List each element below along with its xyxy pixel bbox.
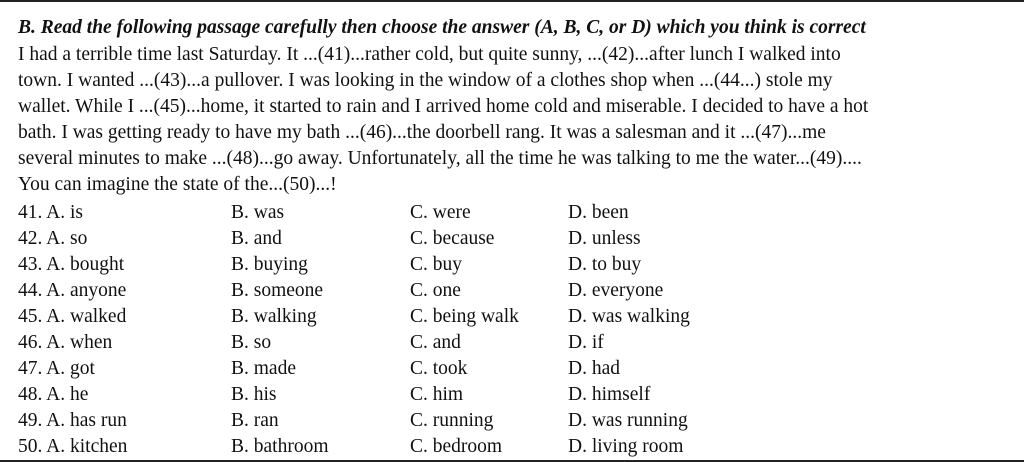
- option-a: 44. A. anyone: [18, 280, 127, 301]
- option-c: C. and: [410, 332, 461, 353]
- question-row-50: [18, 434, 1018, 460]
- option-b: B. buying: [231, 254, 308, 275]
- option-a: 46. A. when: [18, 332, 113, 353]
- question-row-43: [18, 252, 1018, 278]
- option-c: C. running: [410, 410, 494, 431]
- passage-line: bath. I was getting ready to have my bath ...(46)...the doorbell rang. It was a salesman and it ...(47)...me: [18, 122, 826, 143]
- passage-line: several minutes to make ...(48)...go away. Unfortunately, all the time he was talking to me the water...(49)....: [18, 148, 862, 169]
- question-list: [18, 200, 1018, 460]
- question-row-49: [18, 408, 1018, 434]
- option-c: C. buy: [410, 254, 463, 275]
- option-b: B. so: [231, 332, 272, 353]
- option-d: D. if: [568, 332, 604, 353]
- option-a: 43. A. bought: [18, 254, 125, 275]
- option-a: 41. A. is: [18, 202, 84, 223]
- option-b: B. bathroom: [231, 436, 329, 457]
- option-a: 49. A. has run: [18, 410, 127, 431]
- option-c: C. took: [410, 358, 468, 379]
- passage-line: wallet. While I ...(45)...home, it started to rain and I arrived home cold and miserable. I decided to have a hot: [18, 96, 869, 117]
- option-b: B. walking: [231, 306, 317, 327]
- option-a: 50. A. kitchen: [18, 436, 128, 457]
- passage-line: I had a terrible time last Saturday. It ...(41)...rather cold, but quite sunny, ...(42)...after lunch I walked into: [18, 44, 841, 65]
- option-c: C. him: [410, 384, 464, 405]
- question-row-42: [18, 226, 1018, 252]
- option-b: B. ran: [231, 410, 279, 431]
- option-b: B. made: [231, 358, 296, 379]
- option-a: 47. A. got: [18, 358, 95, 379]
- option-b: B. was: [231, 202, 285, 223]
- question-row-45: [18, 304, 1018, 330]
- option-d: D. everyone: [568, 280, 664, 301]
- option-c: C. being walk: [410, 306, 519, 327]
- option-b: B. his: [231, 384, 277, 405]
- section-heading: B. Read the following passage carefully then choose the answer (A, B, C, or D) which you think is correct: [18, 17, 866, 38]
- question-row-44: [18, 278, 1018, 304]
- option-d: D. was walking: [568, 306, 690, 327]
- question-row-48: [18, 382, 1018, 408]
- option-d: D. had: [568, 358, 620, 379]
- passage-line: You can imagine the state of the...(50)...!: [18, 174, 337, 195]
- option-d: D. to buy: [568, 254, 642, 275]
- question-row-47: [18, 356, 1018, 382]
- option-c: C. bedroom: [410, 436, 503, 457]
- option-a: 45. A. walked: [18, 306, 127, 327]
- question-row-41: [18, 200, 1018, 226]
- option-b: B. and: [231, 228, 282, 249]
- option-a: 48. A. he: [18, 384, 89, 405]
- option-c: C. one: [410, 280, 461, 301]
- question-row-46: [18, 330, 1018, 356]
- option-c: C. were: [410, 202, 471, 223]
- option-d: D. been: [568, 202, 629, 223]
- passage-line: town. I wanted ...(43)...a pullover. I was looking in the window of a clothes shop when ...(44...) stole my: [18, 70, 833, 91]
- passage: [18, 42, 1018, 198]
- option-b: B. someone: [231, 280, 324, 301]
- option-c: C. because: [410, 228, 495, 249]
- option-d: D. living room: [568, 436, 684, 457]
- option-d: D. unless: [568, 228, 641, 249]
- option-a: 42. A. so: [18, 228, 88, 249]
- option-d: D. was running: [568, 410, 688, 431]
- option-d: D. himself: [568, 384, 651, 405]
